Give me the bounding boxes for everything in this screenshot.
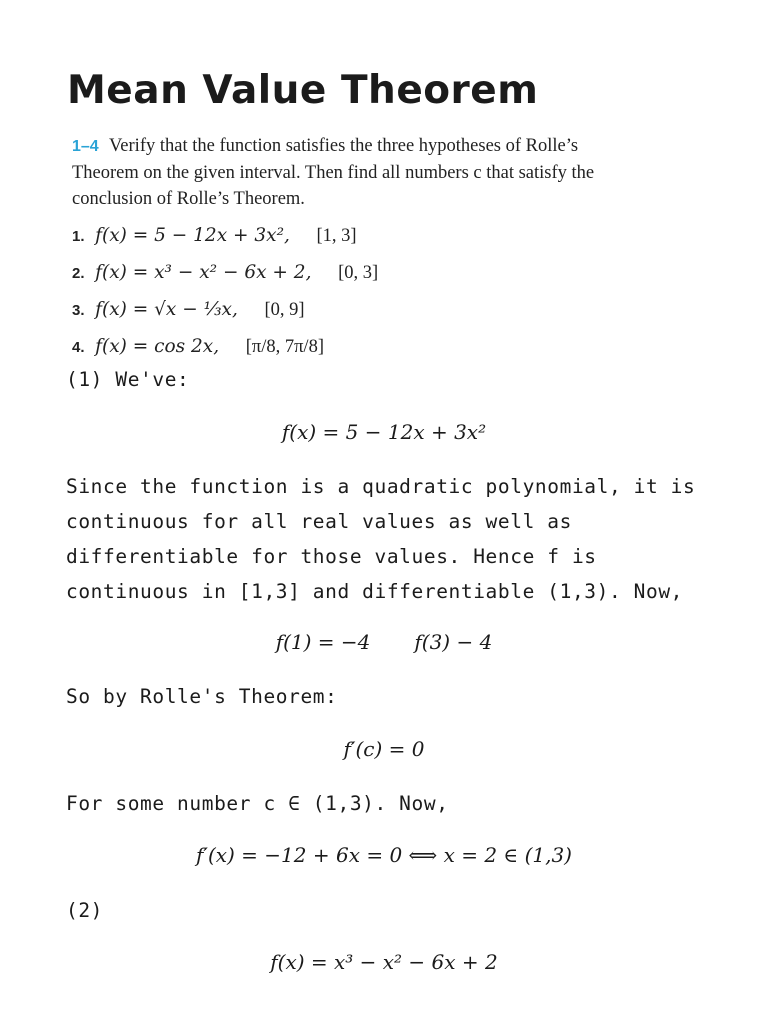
equation-f: f(x) = 5 − 12x + 3x² [281,420,487,444]
exercise-interval: [0, 9] [264,300,305,320]
exercise-interval: [π/8, 7π/8] [245,337,324,357]
equation-f1: f(1) = −4 [275,630,371,654]
exercise-item [72,297,612,323]
exercise-function: f(x) = 5 − 12x + 3x², [95,225,290,246]
equation-values [0,630,768,654]
exercise-item [72,223,612,249]
equation-f-part2: f(x) = x³ − x² − 6x + 2 [270,950,498,974]
page-title: Mean Value Theorem [67,68,539,113]
some-number-line: For some number c ∈ (1,3). Now, [66,792,449,815]
exercise-interval: [1, 3] [316,226,357,246]
exercise-number: 3. [72,302,85,319]
equation-derivative-zero: f′(c) = 0 [343,737,425,761]
continuity-paragraph: Since the function is a quadratic polynomial, it is continuous for all real values as well as differentiable for those values. Hence f is continuous in [1,3] and differentiable (1,3). Now, [66,475,696,603]
part1-label: (1) We've: [66,368,190,391]
exercise-item [72,260,612,286]
equation-derivative-solve: f′(x) = −12 + 6x = 0 ⟺ x = 2 ∈ (1,3) [196,843,572,867]
exercise-number: 4. [72,339,85,356]
exercise-interval: [0, 3] [338,263,379,283]
exercise-function: f(x) = √x − ⅓x, [95,299,238,320]
exercise-function: f(x) = x³ − x² − 6x + 2, [95,262,312,283]
rolle-line: So by Rolle's Theorem: [66,685,338,708]
textbook-excerpt [72,133,612,360]
instructions-text: Verify that the function satisfies the three hypotheses of Rolle’s Theorem on the given interval. Then find all numbers c that satisfy the conclusion of Rolle’s Theorem. [72,136,595,209]
exercise-number: 1. [72,228,85,245]
part2-label: (2) [66,899,104,922]
exercise-number: 2. [72,265,85,282]
exercise-range: 1–4 [72,138,99,155]
exercise-function: f(x) = cos 2x, [95,336,220,357]
exercise-instructions [72,133,612,212]
equation-f3: f(3) − 4 [414,630,493,654]
exercise-item [72,334,612,360]
